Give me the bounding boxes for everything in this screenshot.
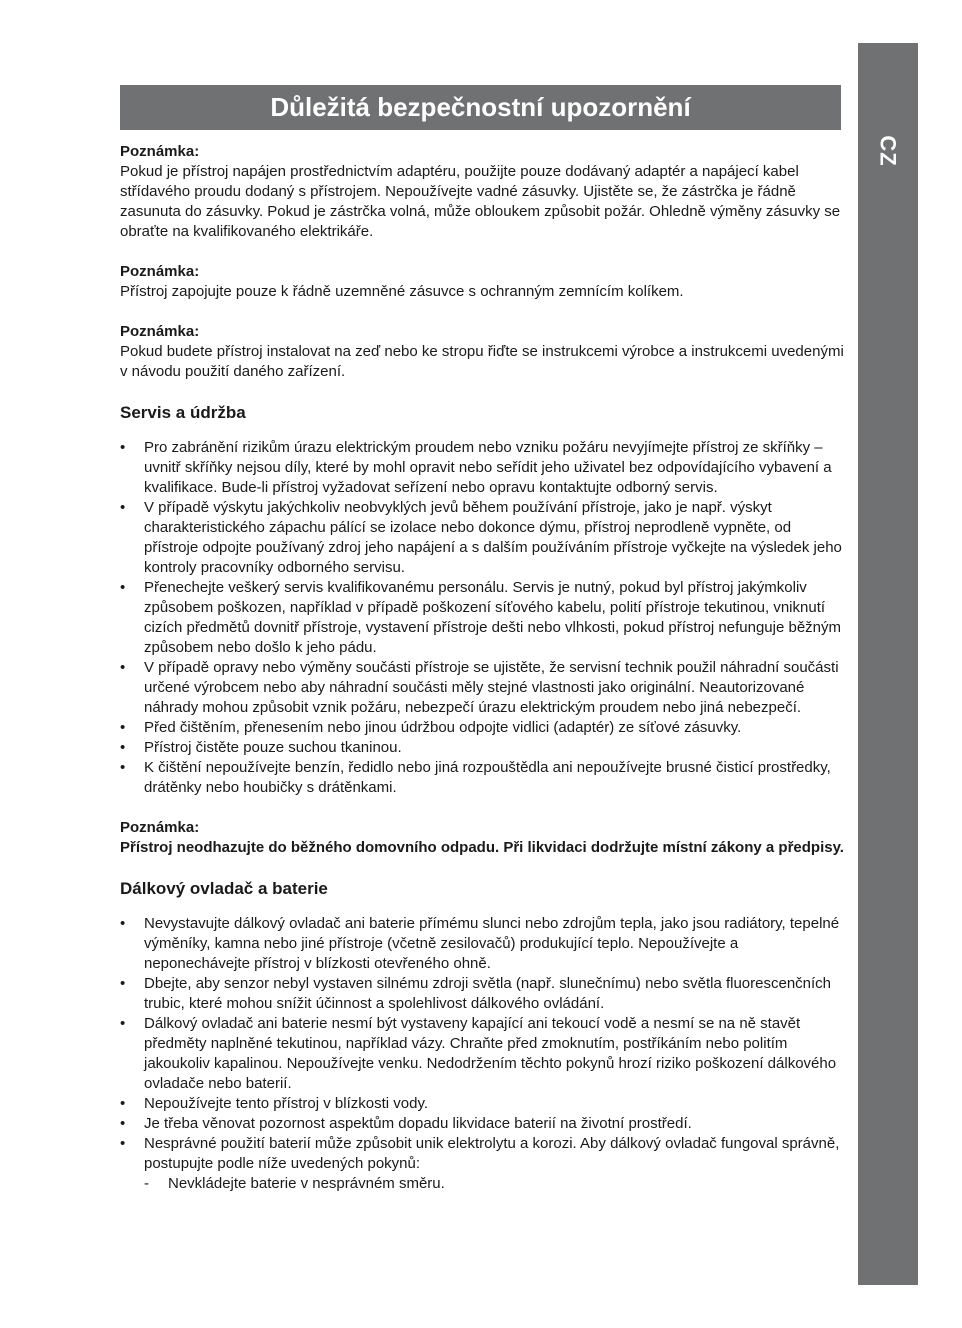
note-adapter <box>120 142 844 242</box>
side-tab <box>858 43 918 1311</box>
note-grounding <box>120 262 844 302</box>
remote-list <box>120 914 844 1194</box>
list-item: • Je třeba věnovat pozornost aspektům dopadu likvidace baterií na životní prostředí. <box>120 1114 844 1134</box>
list-item: • V případě opravy nebo výměny součásti přístroje se ujistěte, že servisní technik použil náhradní součásti určené výrobcem nebo aby náhradní součásti měly stejné vlastnosti jako originální. Neautorizované náhrady mohou způsobit vznik požáru, nebezpečí úrazu elektrickým proudem nebo jiná nebezpečí. <box>120 658 844 718</box>
section-heading-remote: Dálkový ovladač a baterie <box>120 879 328 898</box>
note-text: Přístroj neodhazujte do běžného domovního odpadu. Při likvidaci dodržujte místní zákony a předpisy. <box>120 839 844 856</box>
note-text: Pokud budete přístroj instalovat na zeď nebo ke stropu řiďte se instrukcemi výrobce a instrukcemi uvedenými v návodu použití daného zařízení. <box>120 343 844 380</box>
list-item: • Dálkový ovladač ani baterie nesmí být vystaveny kapající ani tekoucí vodě a nesmí se na ně stavět předměty naplněné tekutinou, například vázy. Chraňte před zmoknutím, postříkáním nebo politím jakoukoliv kapalinou. Nepoužívejte venku. Nedodržením těchto pokynů hrozí riziko poškození dálkového ovladače nebo baterií. <box>120 1014 844 1094</box>
content <box>120 142 844 1214</box>
list-item-text: Nesprávné použití baterií může způsobit unik elektrolytu a korozi. Aby dálkový ovladač fungoval správně, postupujte podle níže uvedených pokynů: <box>144 1135 840 1172</box>
note-mounting <box>120 322 844 382</box>
page-number: 5 <box>882 1289 894 1311</box>
language-code: CZ <box>875 135 901 167</box>
service-list <box>120 438 844 798</box>
note-text: Přístroj zapojujte pouze k řádně uzemněné zásuvce s ochranným zemnícím kolíkem. <box>120 283 684 300</box>
list-item: • Přístroj čistěte pouze suchou tkaninou. <box>120 738 844 758</box>
page-title: Důležitá bezpečnostní upozornění <box>120 85 841 130</box>
list-item: • V případě výskytu jakýchkoliv neobvyklých jevů během používání přístroje, jako je např. výskyt charakteristického zápachu pálící se izolace nebo dokonce dýmu, přístroj neprodleně vypněte, od přístroje odpojte používaný zdroj jeho napájení a s dalším používáním přístroje vyčkejte na výsledek jeho kontroly pracovníky odborného servisu. <box>120 498 844 578</box>
list-item: • Nevystavujte dálkový ovladač ani baterie přímému slunci nebo zdrojům tepla, jako jsou radiátory, tepelné výměníky, kamna nebo jiné přístroje (včetně zesilovačů) produkující teplo. Nepoužívejte a neponechávejte přístroj v blízkosti otevřeného ohně. <box>120 914 844 974</box>
list-item: • Nepoužívejte tento přístroj v blízkosti vody. <box>120 1094 844 1114</box>
list-item: • Pro zabránění rizikům úrazu elektrickým proudem nebo vzniku požáru nevyjímejte přístroj ze skříňky – uvnitř skříňky nejsou díly, které by mohl opravit nebo seřídit jeho uživatel bez odpovídajícího vybavení a kvalifikace. Bude-li přístroj vyžadovat seřízení nebo opravu kontaktujte odborný servis. <box>120 438 844 498</box>
list-item: • Dbejte, aby senzor nebyl vystaven silnému zdroji světla (např. slunečnímu) nebo světla fluorescenčních trubic, které mohou snížit účinnost a spolehlivost dálkového ovládání. <box>120 974 844 1014</box>
note-label: Poznámka: <box>120 263 200 280</box>
note-disposal <box>120 818 844 858</box>
sub-list <box>144 1174 844 1194</box>
list-item: • Přenechejte veškerý servis kvalifikovanému personálu. Servis je nutný, pokud byl přístroj jakýmkoliv způsobem poškozen, například v případě poškození síťového kabelu, polití přístroje tekutinou, vniknutí cizích předmětů dovnitř přístroje, vystavení přístroje dešti nebo vlhkosti, pokud přístroj nefunguje běžným způsobem nebo došlo k jeho pádu. <box>120 578 844 658</box>
note-text: Pokud je přístroj napájen prostřednictvím adaptéru, použijte pouze dodávaný adaptér a napájecí kabel střídavého proudu dodaný s přístrojem. Nepoužívejte vadné zásuvky. Ujistěte se, že zástrčka je řádně zasunuta do zásuvky. Pokud je zástrčka volná, může obloukem způsobit požár. Ohledně výměny zásuvky se obraťte na kvalifikovaného elektrikáře. <box>120 163 841 240</box>
list-item: • K čištění nepoužívejte benzín, ředidlo nebo jiná rozpouštědla ani nepoužívejte brusné čisticí prostředky, drátěnky nebo houbičky s drátěnkami. <box>120 758 844 798</box>
note-label: Poznámka: <box>120 819 200 836</box>
list-item: • Před čištěním, přenesením nebo jinou údržbou odpojte vidlici (adaptér) ze síťové zásuvky. <box>120 718 844 738</box>
list-item <box>120 1134 844 1194</box>
note-label: Poznámka: <box>120 143 200 160</box>
sub-list-item: - Nevkládejte baterie v nesprávném směru. <box>144 1174 844 1194</box>
section-heading-service: Servis a údržba <box>120 403 246 422</box>
note-label: Poznámka: <box>120 323 200 340</box>
